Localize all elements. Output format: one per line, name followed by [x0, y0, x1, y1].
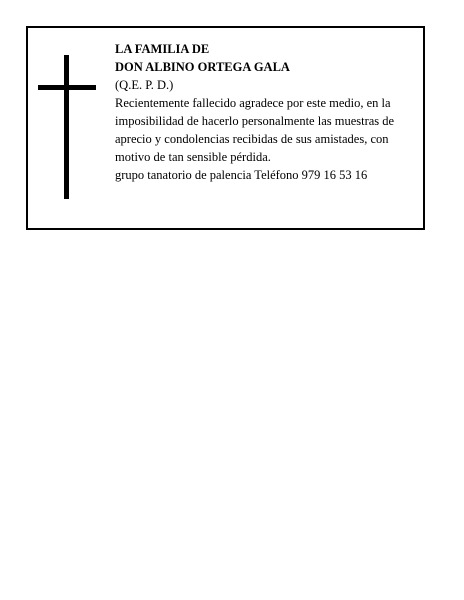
notice-heading-family: LA FAMILIA DE: [115, 42, 210, 56]
funeral-home-contact: grupo tanatorio de palencia Teléfono 979 16 53 16: [115, 168, 368, 182]
cross-icon: [38, 55, 96, 199]
cross-vertical-bar: [64, 55, 69, 199]
notice-heading-name: DON ALBINO ORTEGA GALA: [115, 60, 290, 74]
gratitude-message: Recientemente fallecido agradece por este medio, en la imposibilidad de hacerlo personalmente las muestras de aprecio y condolencias recibidas de sus amistades, con motivo de tan sensible pérdida.: [115, 96, 395, 164]
qepd-label: (Q.E. P. D.): [115, 78, 174, 92]
obituary-notice: [26, 26, 425, 230]
notice-text: [115, 40, 423, 184]
cross-horizontal-bar: [38, 85, 96, 90]
